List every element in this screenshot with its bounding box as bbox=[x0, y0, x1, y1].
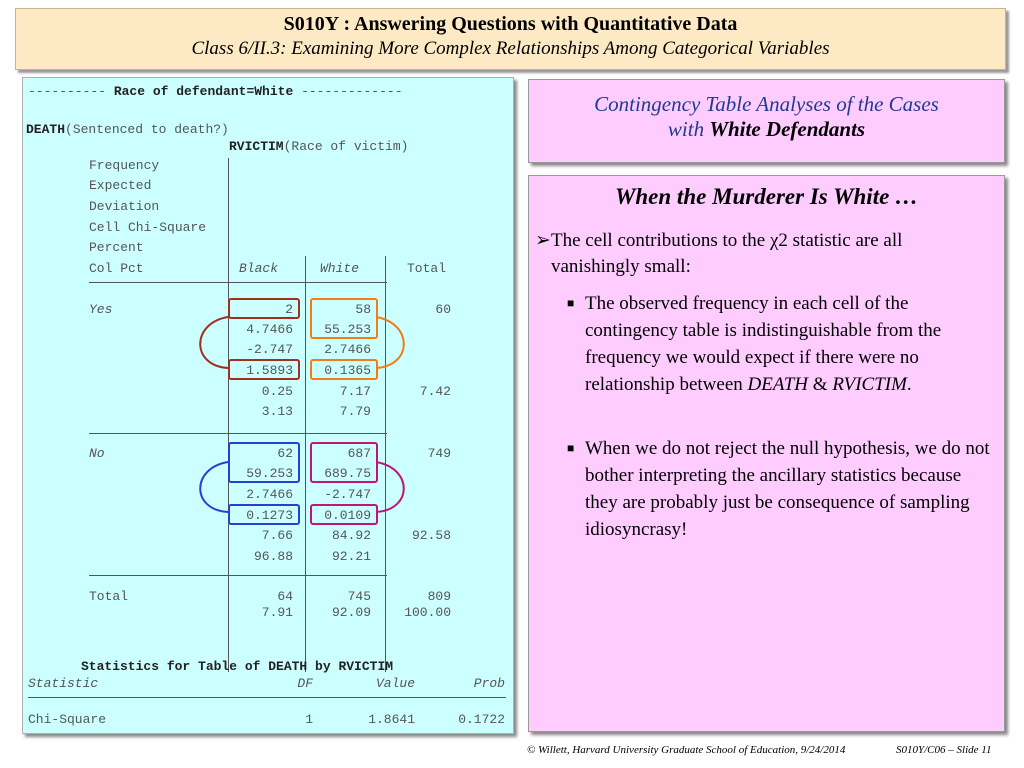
cell-no-black-percent: 7.66 bbox=[261, 528, 293, 543]
cell-no-total-percent: 92.58 bbox=[411, 528, 451, 543]
cell-yes-white-deviation: 2.7466 bbox=[324, 342, 371, 357]
banner-dashes-left: ---------- bbox=[28, 84, 107, 99]
cell-yes-white-expected: 55.253 bbox=[324, 322, 371, 337]
cell-no-white-expected: 689.75 bbox=[324, 466, 371, 481]
stats-row-statistic: Chi-Square bbox=[28, 712, 107, 727]
cell-yes-total-frequency: 60 bbox=[435, 302, 451, 317]
row-var-label: (Sentenced to death?) bbox=[65, 122, 229, 137]
cell-grand-total: 809 bbox=[427, 589, 451, 604]
content-title: When the Murderer Is White … bbox=[614, 184, 919, 209]
square-bullet-icon: ■ bbox=[567, 441, 575, 455]
row-label-yes: Yes bbox=[89, 302, 113, 317]
stats-row-df: 1 bbox=[305, 712, 313, 727]
cell-yes-black-percent: 0.25 bbox=[261, 384, 293, 399]
cell-yes-white-frequency: 58 bbox=[355, 302, 371, 317]
row-label-no: No bbox=[89, 446, 105, 461]
connector-arcs bbox=[23, 78, 513, 733]
cell-grand-total-percent: 100.00 bbox=[404, 605, 451, 620]
cell-total-black-percent: 7.91 bbox=[261, 605, 293, 620]
slide-title-emphasis: White Defendants bbox=[709, 117, 866, 141]
sub-bullet-2 bbox=[567, 435, 992, 543]
content-panel bbox=[528, 175, 1005, 732]
square-bullet-icon: ■ bbox=[567, 296, 575, 310]
cell-yes-black-deviation: -2.747 bbox=[246, 342, 293, 357]
stat-label-col-pct: Col Pct bbox=[89, 261, 144, 276]
cell-no-total-frequency: 749 bbox=[427, 446, 451, 461]
cell-no-white-deviation: -2.747 bbox=[324, 487, 371, 502]
stats-header-df: DF bbox=[297, 676, 313, 691]
banner-title: Race of defendant=White bbox=[113, 84, 294, 99]
row-var-name: DEATH bbox=[26, 122, 66, 137]
stats-header-prob: Prob bbox=[473, 676, 505, 691]
arc-no-white bbox=[376, 462, 404, 512]
cell-yes-black-frequency: 2 bbox=[285, 302, 293, 317]
sub-bullet-1-body: The observed frequency in each cell of the contingency table is indistinguishable from the frequency we would expect if there were no relationship between bbox=[585, 293, 942, 395]
cell-total-black-frequency: 64 bbox=[277, 589, 293, 604]
var-rvictim: RVICTIM bbox=[832, 374, 907, 395]
slide-title-prefix: with bbox=[667, 117, 710, 141]
class-subtitle: Class 6/II.3: Examining More Complex Relationships Among Categorical Variables bbox=[191, 38, 830, 59]
main-bullet-text: The cell contributions to the χ2 statistic are all vanishingly small: bbox=[551, 230, 903, 277]
main-bullet bbox=[535, 228, 995, 280]
stat-label-expected: Expected bbox=[89, 178, 152, 193]
cell-no-black-chisq: 0.1273 bbox=[246, 508, 293, 523]
cell-total-white-percent: 92.09 bbox=[331, 605, 371, 620]
var-death: DEATH bbox=[747, 374, 809, 395]
footer-slide-number: S010Y/C06 – Slide 11 bbox=[896, 744, 992, 756]
sub-bullet-2-text: When we do not reject the null hypothesis, we do not bother interpreting the ancillary statistics because they are probably just be consequence of sampling idiosyncrasy! bbox=[585, 438, 990, 540]
stat-label-frequency: Frequency bbox=[89, 158, 160, 173]
slide-title-box bbox=[528, 79, 1005, 163]
stats-row-prob: 0.1722 bbox=[458, 712, 505, 727]
cell-no-black-expected: 59.253 bbox=[246, 466, 293, 481]
sub-bullet-1-text bbox=[567, 290, 992, 398]
row-label-total: Total bbox=[89, 589, 129, 604]
cell-no-white-frequency: 687 bbox=[347, 446, 371, 461]
cell-no-black-deviation: 2.7466 bbox=[246, 487, 293, 502]
arc-no-black bbox=[200, 462, 228, 512]
stats-row-value: 1.8641 bbox=[368, 712, 415, 727]
footer-copyright: © Willett, Harvard University Graduate School of Education, 9/24/2014 bbox=[527, 744, 846, 756]
cell-yes-total-percent: 7.42 bbox=[419, 384, 451, 399]
arrow-bullet-icon: ➢ bbox=[535, 230, 551, 251]
stats-header-value: Value bbox=[375, 676, 415, 691]
cell-yes-white-percent: 7.17 bbox=[339, 384, 371, 399]
slide-header bbox=[15, 8, 1006, 70]
cell-no-black-colpct: 96.88 bbox=[253, 549, 293, 564]
slide-title-line1: Contingency Table Analyses of the Cases bbox=[594, 92, 939, 116]
stat-label-cell-chi-square: Cell Chi-Square bbox=[89, 220, 207, 235]
arc-yes-white bbox=[376, 317, 404, 368]
banner-dashes-right: ------------- bbox=[301, 84, 403, 99]
stat-label-deviation: Deviation bbox=[89, 199, 160, 214]
cell-total-white-frequency: 745 bbox=[347, 589, 371, 604]
cell-no-black-frequency: 62 bbox=[277, 446, 293, 461]
course-title: S010Y : Answering Questions with Quantitative Data bbox=[283, 13, 738, 35]
col-header-total: Total bbox=[407, 261, 447, 276]
arc-yes-black bbox=[200, 317, 228, 368]
cell-yes-black-expected: 4.7466 bbox=[246, 322, 293, 337]
slide-title-line2 bbox=[529, 117, 1004, 142]
cell-yes-black-chisq: 1.5893 bbox=[246, 363, 293, 378]
cell-yes-white-colpct: 7.79 bbox=[339, 404, 371, 419]
cell-no-white-percent: 84.92 bbox=[331, 528, 371, 543]
cell-no-white-colpct: 92.21 bbox=[331, 549, 371, 564]
sub-bullet-1 bbox=[567, 290, 992, 398]
col-var-name: RVICTIM bbox=[229, 139, 284, 154]
col-header-black: Black bbox=[239, 261, 279, 276]
sentence-period: . bbox=[906, 374, 912, 395]
col-header-white: White bbox=[320, 261, 360, 276]
stats-title: Statistics for Table of DEATH by RVICTIM bbox=[81, 659, 394, 674]
cell-yes-black-colpct: 3.13 bbox=[261, 404, 293, 419]
cell-no-white-chisq: 0.0109 bbox=[324, 508, 371, 523]
sas-output-panel bbox=[22, 77, 514, 734]
stat-label-percent: Percent bbox=[89, 240, 144, 255]
col-var-label: (Race of victim) bbox=[283, 139, 409, 154]
stats-rule bbox=[28, 697, 506, 698]
cell-yes-white-chisq: 0.1365 bbox=[324, 363, 371, 378]
stats-header-statistic: Statistic bbox=[28, 676, 99, 691]
ampersand: & bbox=[808, 374, 828, 395]
